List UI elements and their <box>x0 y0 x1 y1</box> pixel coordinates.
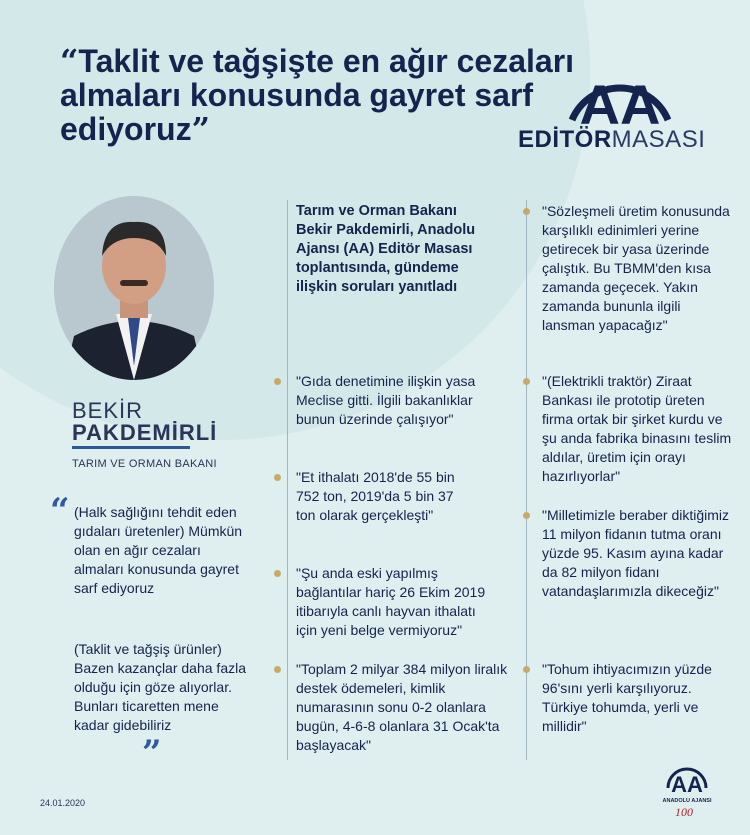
bullet-dot <box>523 666 530 673</box>
open-quote-icon: “ <box>50 491 70 531</box>
portrait-photo <box>54 196 214 380</box>
anniversary-100: 100 <box>675 805 693 819</box>
close-quote-mark: ” <box>191 110 210 148</box>
open-quote-mark: “ <box>60 42 79 80</box>
anadolu-ajansi-text: ANADOLU AJANSI <box>662 798 712 804</box>
left-quote-paragraph-1: (Halk sağlığını tehdit eden gıdaları üretenler) Mümkün olan en ağır cezaları almaları konusunda gayret sarf ediyoruz <box>74 504 243 596</box>
right-item-2: "(Elektrikli traktör) Ziraat Bankası ile prototip üreten firma ortak bir şirket kurdu ve şu anda fabrika binasını teslim aldılar, üretim için orayı hazırlıyorlar" <box>542 373 732 484</box>
bullet-dot <box>523 378 530 385</box>
date-stamp: 24.01.2020 <box>40 798 86 808</box>
right-item-3: "Milletimizle beraber diktiğimiz 11 milyon fidanın tutma oranı yüzde 95. Kasım ayına kadar da 82 milyon fidanı vatandaşlarımızla dikeceğiz" <box>542 507 730 599</box>
anadolu-logo-letters: AA <box>671 772 703 797</box>
bullet-dot <box>274 474 281 481</box>
name-underline <box>72 446 190 449</box>
masasi-word: MASASI <box>611 126 706 153</box>
close-quote-icon: ” <box>142 733 162 773</box>
middle-item-2: "Et ithalatı 2018'de 55 bin 752 ton, 2019'da 5 bin 37 ton olarak gerçekleşti" <box>296 469 455 523</box>
bullet-dot <box>274 666 281 673</box>
bullet-dot <box>274 570 281 577</box>
person-role: TARIM VE ORMAN BAKANI <box>72 458 217 470</box>
middle-column-line <box>287 200 288 760</box>
headline <box>60 44 580 146</box>
aa-logo-text: AA <box>579 73 661 132</box>
bullet-dot <box>523 208 530 215</box>
bullet-dot <box>523 512 530 519</box>
editor-masasi-label <box>518 126 705 154</box>
person-last-name: PAKDEMİRLİ <box>72 420 218 445</box>
middle-item-1: "Gıda denetimine ilişkin yasa Meclise gitti. İlgili bakanlıklar bunun üzerinde çalışıyor" <box>296 373 476 427</box>
intro-text: Tarım ve Orman Bakanı Bekir Pakdemirli, Anadolu Ajansı (AA) Editör Masası toplantısında, gündeme ilişkin soruları yanıtladı <box>296 203 476 295</box>
middle-item-4: "Toplam 2 milyar 384 milyon liralık destek ödemeleri, kimlik numarasının sonu 0-2 olanlara bugün, 4-6-8 olanlara 31 Ocak'ta başlayacak" <box>296 661 508 753</box>
left-quote-paragraph-2: (Taklit ve tağşiş ürünler) Bazen kazançlar daha fazla olduğu için göze alıyorlar. Bunları ticaretten mene kadar gidebiliriz <box>74 641 246 733</box>
aa-logo <box>560 52 680 132</box>
anadolu-ajansi-logo <box>662 762 712 820</box>
right-column-line <box>526 200 527 760</box>
person-first-name: BEKİR <box>72 398 144 423</box>
editor-word: EDİTÖR <box>518 126 612 153</box>
bullet-dot <box>274 378 281 385</box>
middle-item-3: "Şu anda eski yapılmış bağlantılar hariç 26 Ekim 2019 itibarıyla canlı hayvan ithalatı için yeni belge vermiyoruz" <box>296 565 486 638</box>
right-item-1: "Sözleşmeli üretim konusunda karşılıklı edinimleri yerine getirecek bir yasa üzerinde çalıştık. Bu TBMM'den kısa zamanda geçecek. Yakın zamanda bununla ilgili lansman yapacağız" <box>542 203 730 333</box>
right-item-4: "Tohum ihtiyacımızın yüzde 96'sını yerli karşılıyoruz. Türkiye tohumda, yerli ve millidir" <box>542 661 712 734</box>
headline-text: Taklit ve tağşişte en ağır cezaları almaları konusunda gayret sarf ediyoruz <box>60 43 575 147</box>
